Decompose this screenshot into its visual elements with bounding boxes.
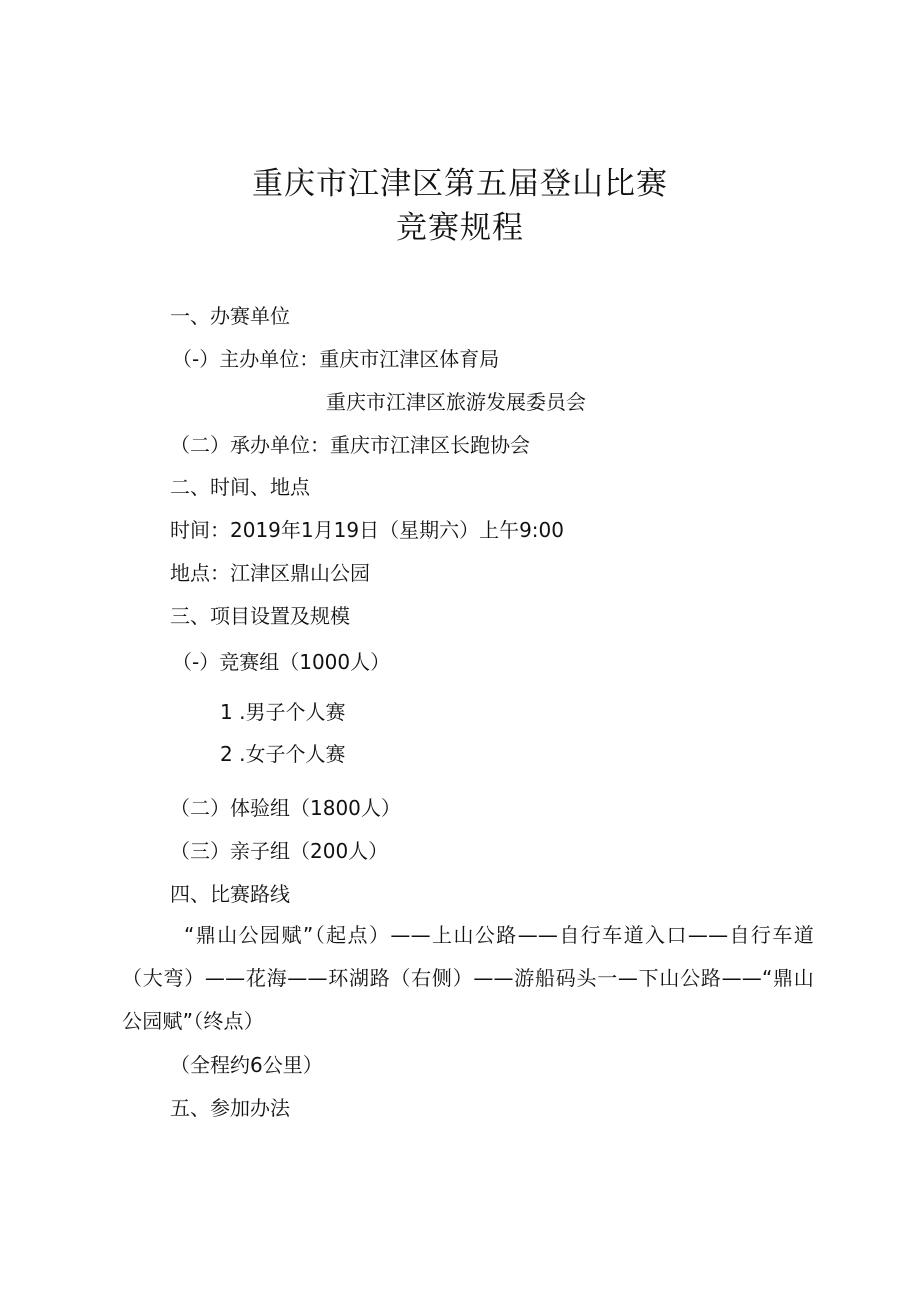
women-individual: 2 .女子个人赛 [220,742,346,766]
document-subtitle: 竞赛规程 [396,210,524,246]
route-description: “鼎山公园赋”（起点）——上山公路——自行车道入口——自行车道（大弯）——花海——环湖路（右侧）——游船码头一—下山公路——“鼎山公园赋”（终点） [122,923,814,1033]
host-unit: （-）主办单位：重庆市江津区体育局 [172,347,500,371]
route-distance: （全程约6公里） [170,1053,323,1077]
event-place: 地点：江津区鼎山公园 [170,561,370,585]
event-time: 时间：2019年1月19日（星期六）上午9:00 [170,518,564,542]
men-individual: 1 .男子个人赛 [220,700,346,724]
competition-group: （-）竞赛组（1000人） [172,650,391,674]
document-title: 重庆市江津区第五届登山比赛 [252,166,668,202]
section-heading-route: 四、比赛路线 [170,882,290,906]
parent-child-group: （三）亲子组（200人） [170,839,389,863]
experience-group: （二）体验组（1800人） [170,796,401,820]
section-heading-participation: 五、参加办法 [170,1096,290,1120]
organizer-unit: （二）承办单位：重庆市江津区长跑协会 [170,433,530,457]
section-heading-organizers: 一、办赛单位 [170,304,290,328]
host-unit-continued: 重庆市江津区旅游发展委员会 [326,390,586,414]
section-heading-events: 三、项目设置及规模 [170,604,350,628]
section-heading-time-place: 二、时间、地点 [170,475,310,499]
